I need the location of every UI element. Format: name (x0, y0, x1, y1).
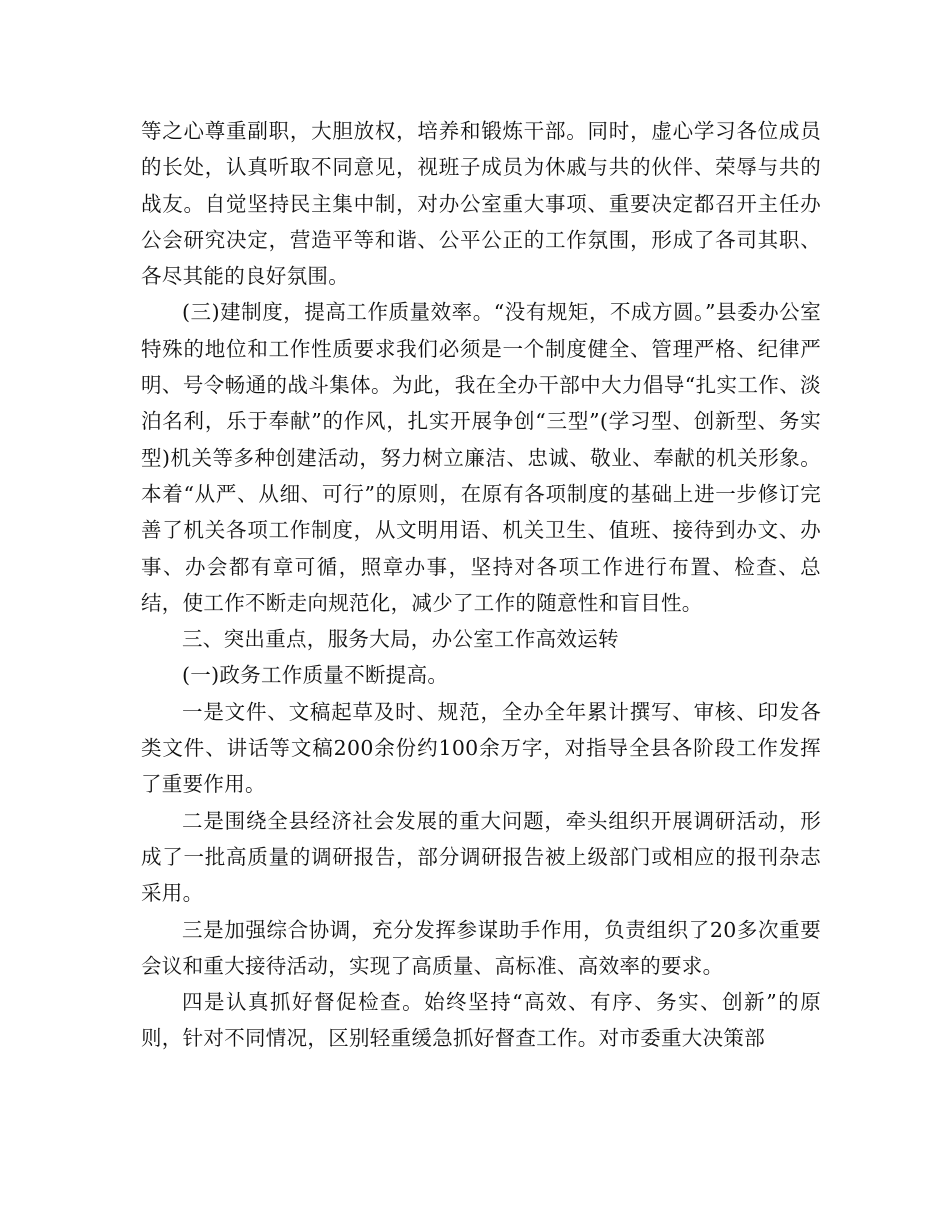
section-heading-three: 三、突出重点，服务大局，办公室工作高效运转 (182, 627, 619, 652)
paragraph-item-four: 四是认真抓好督促检查。始终坚持“高效、有序、务实、创新”的原则，针对不同情况，区别轻重缓急抓好督查工作。对市委重大决策部 (141, 990, 821, 1051)
paragraph-item-one: 一是文件、文稿起草及时、规范，全办全年累计撰写、审核、印发各类文件、讲话等文稿200余份约100余万字，对指导全县各阶段工作发挥了重要作用。 (141, 699, 821, 797)
document-body (141, 113, 821, 1057)
paragraph-continuation: 等之心尊重副职，大胆放权，培养和锻炼干部。同时，虚心学习各位成员的长处，认真听取不同意见，视班子成员为休戚与共的伙伴、荣辱与共的战友。自觉坚持民主集中制，对办公室重大事项、重要决定都召开主任办公会研究决定，营造平等和谐、公平公正的工作氛围，形成了各司其职、各尽其能的良好氛围。 (141, 119, 821, 289)
paragraph-item-three: 三是加强综合协调，充分发挥参谋助手作用，负责组织了20多次重要会议和重大接待活动，实现了高质量、高标准、高效率的要求。 (141, 917, 821, 978)
paragraph-build-system: (三)建制度，提高工作质量效率。“没有规矩，不成方圆。”县委办公室特殊的地位和工作性质要求我们必须是一个制度健全、管理严格、纪律严明、号令畅通的战斗集体。为此，我在全办干部中大力倡导“扎实工作、淡泊名利，乐于奉献”的作风，扎实开展争创“三型”(学习型、创新型、务实型)机关等多种创建活动，努力树立廉洁、忠诚、敬业、奉献的机关形象。本着“从严、从细、可行”的原则，在原有各项制度的基础上进一步修订完善了机关各项工作制度，从文明用语、机关卫生、值班、接待到办文、办事、办会都有章可循，照章办事，坚持对各项工作进行布置、检查、总结，使工作不断走向规范化，减少了工作的随意性和盲目性。 (141, 300, 821, 615)
paragraph-item-two: 二是围绕全县经济社会发展的重大问题，牵头组织开展调研活动，形成了一批高质量的调研报告，部分调研报告被上级部门或相应的报刊杂志采用。 (141, 808, 821, 906)
subsection-heading-one: (一)政务工作质量不断提高。 (182, 663, 449, 688)
